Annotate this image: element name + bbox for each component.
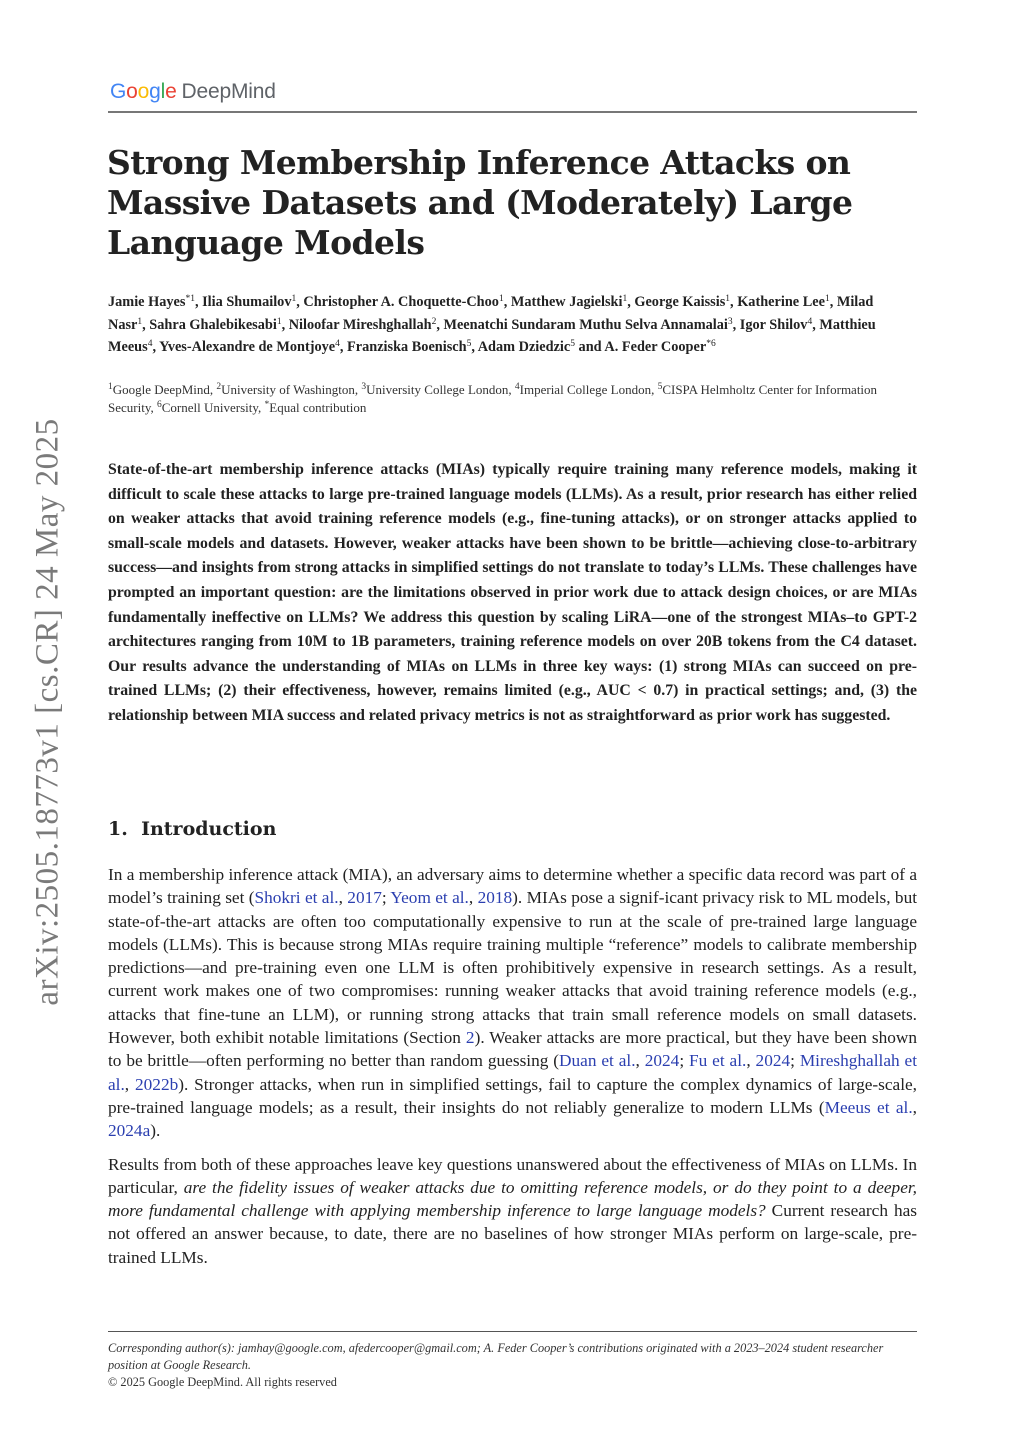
citation-link[interactable]: 2018 xyxy=(477,888,513,908)
body-text: ; xyxy=(790,1051,800,1071)
author-affiliation-marker: 5 xyxy=(466,339,472,349)
section-heading-introduction: 1. Introduction xyxy=(108,818,277,840)
author-name: Katherine Lee xyxy=(737,294,825,310)
affiliation-name: University College London xyxy=(366,382,509,397)
author-affiliation-marker: 4 xyxy=(147,339,153,349)
body-text: , xyxy=(124,1074,136,1094)
author-affiliation-marker: 3 xyxy=(727,316,733,327)
intro-paragraph-1 xyxy=(108,863,917,1143)
introduction-body xyxy=(108,863,917,1279)
author-affiliation-marker: 1 xyxy=(725,294,731,304)
author-name: Franziska Boenisch xyxy=(347,339,467,355)
author-affiliation-marker: 1 xyxy=(137,316,143,327)
body-text: , xyxy=(746,1051,756,1071)
affiliation-name: Equal contribution xyxy=(269,399,367,415)
body-text: ; xyxy=(679,1051,690,1071)
author-name: A. Feder Cooper xyxy=(604,339,707,355)
body-text: In a membership inference attack (MIA), an adversary aims to determine whether a specific data record was part of a model’s training set ( xyxy=(108,865,917,908)
body-text: Results from both of these approaches leave key questions unanswered about the effectiveness of MIAs on LLMs. In particular, xyxy=(108,1154,917,1197)
body-text: , xyxy=(338,888,348,908)
affiliation-name: CISPA Helmholtz Center for Information Security xyxy=(108,382,878,415)
affiliation-marker: 6 xyxy=(156,399,162,410)
arxiv-stamp: arXiv:2505.18773v1 [cs.CR] 24 May 2025 xyxy=(29,418,66,1006)
affiliation-marker: 5 xyxy=(657,382,663,392)
citation-link[interactable]: 2017 xyxy=(347,888,382,908)
author-affiliation-marker: 2 xyxy=(431,316,437,327)
emphasized-text: are the fidelity issues of weaker attacks due to omitting reference models, or do they point to a deeper, more fundamental challenge with applying membership inference to large language models? xyxy=(108,1177,917,1221)
author-name: Christopher A. Choquette-Choo xyxy=(303,294,499,310)
body-text: , xyxy=(468,888,478,908)
citation-link[interactable]: Duan et al. xyxy=(559,1051,636,1071)
paper-title: Strong Membership Inference Attacks on Massive Datasets and (Moderately) Large Language Models xyxy=(107,143,853,262)
affiliation-name: University of Washington xyxy=(221,382,355,397)
author-affiliation-marker: *1 xyxy=(185,294,195,304)
body-text: ; xyxy=(381,888,391,908)
copyright-notice: © 2025 Google DeepMind. All rights reserved xyxy=(108,1375,337,1390)
author-name: Igor Shilov xyxy=(739,316,808,333)
google-deepmind-logo: Google DeepMind xyxy=(110,80,276,103)
corresponding-authors: Corresponding author(s): jamhay@google.com, afedercooper@gmail.com; A. Feder Cooper’s contributions originated with a 2023–2024 student researcher position at Google Research. xyxy=(108,1341,884,1373)
author-affiliation-marker: 1 xyxy=(824,294,830,304)
author-affiliation-marker: 1 xyxy=(622,294,628,304)
author-name: Matthew Jagielski xyxy=(510,294,623,310)
header-divider xyxy=(108,111,917,113)
affiliation-marker: 3 xyxy=(361,382,367,392)
affiliation-name: Cornell University xyxy=(161,399,259,415)
author-name: Meenatchi Sundaram Muthu Selva Annamalai xyxy=(443,316,728,333)
citation-link[interactable]: 2024 xyxy=(755,1051,791,1071)
citation-link[interactable]: Mireshghallah et al. xyxy=(108,1051,918,1094)
author-name: Milad Nasr xyxy=(108,294,874,333)
affiliation-marker: * xyxy=(264,399,270,410)
citation-link[interactable]: 2024 xyxy=(644,1051,680,1071)
author-affiliation-marker: 1 xyxy=(276,316,282,327)
author-affiliation-marker: *6 xyxy=(706,339,716,349)
author-affiliation-marker: 1 xyxy=(291,294,297,304)
intro-paragraph-2 xyxy=(108,1153,917,1269)
author-name: Jamie Hayes xyxy=(108,294,186,310)
affiliations: $^1$Google DeepMind, $^2$University of Washington, $^3$University College London, $^4$Imperial College London, $^5$CISPA Helmholtz Center for Information Security, $^6$Cornell University, *Equal contribution xyxy=(108,382,878,415)
affiliation-marker: 1 xyxy=(108,382,113,392)
author-affiliation-marker: 5 xyxy=(570,339,575,349)
body-text: ). MIAs pose a signif-icant privacy risk to ML models, but state-of-the-art attacks are often too computationally expensive to run at the scale of pre-trained large language models (LLMs). This is because strong MIAs require training multiple “reference” models to calibrate membership predictions—and pre-training even one LLM is often prohibitively expensive in research settings. As a result, current work makes one of two compromises: running weaker attacks that avoid training reference models (e.g., attacks that fine-tune an LLM), or running strong attacks that train small reference models on small datasets. However, both exhibit notable limitations (Section xyxy=(108,888,918,1048)
author-affiliation-marker: 1 xyxy=(498,294,504,304)
citation-link[interactable]: Meeus et al. xyxy=(824,1097,913,1117)
body-text: Current research has not offered an answer because, to date, there are no baselines of how stronger MIAs perform on large-scale, pre-trained LLMs. xyxy=(108,1201,917,1267)
affiliation-marker: 2 xyxy=(216,382,222,392)
footnote xyxy=(108,1340,908,1392)
citation-link[interactable]: 2024a xyxy=(108,1121,151,1141)
body-text: , xyxy=(912,1097,917,1117)
author-name: George Kaissis xyxy=(634,294,726,310)
body-text: ). Weaker attacks are more practical, but they have been shown to be brittle—often performing no better than random guessing ( xyxy=(108,1028,917,1071)
body-text: ). xyxy=(150,1121,161,1141)
citation-link[interactable]: Fu et al. xyxy=(689,1051,747,1071)
author-name: Adam Dziedzic xyxy=(477,339,571,355)
author-affiliation-marker: 4 xyxy=(335,339,340,349)
body-text: ). Stronger attacks, when run in simplified settings, fail to capture the complex dynamics of large-scale, pre-trained language models; as a result, their insights do not reliably generalize to modern LLMs ( xyxy=(108,1074,917,1117)
author-name: Niloofar Mireshghallah xyxy=(288,316,432,333)
abstract: State-of-the-art membership inference attacks (MIAs) typically require training many reference models, making it difficult to scale these attacks to large pre-trained language models (LLMs). As a result, prior research has either relied on weaker attacks that avoid training reference models (e.g., fine-tuning attacks), or on stronger attacks applied to small-scale models and datasets. However, weaker attacks have been shown to be brittle—achieving close-to-arbitrary success—and insights from strong attacks in simplified settings do not translate to today’s LLMs. These challenges have prompted an important question: are the limitations observed in prior work due to attack design choices, or are MIAs fundamentally ineffective on LLMs? We address this question by scaling LiRA—one of the strongest MIAs–to GPT-2 architectures ranging from 10M to 1B parameters, training reference models on over 20B tokens from the C4 dataset. Our results advance the understanding of MIAs on LLMs in three key ways: (1) strong MIAs can succeed on pre-trained LLMs; (2) their effectiveness, however, remains limited (e.g., AUC < 0.7) in practical settings; and, (3) the relationship between MIA success and related privacy metrics is not as straightforward as prior work has suggested. xyxy=(108,461,917,724)
author-name: Ilia Shumailov xyxy=(202,294,292,310)
author-name: Matthieu Meeus xyxy=(108,316,876,355)
affiliation-name: Imperial College London xyxy=(519,382,652,397)
author-list: Jamie Hayes$^{*1}$, Ilia Shumailov$^1$, Christopher A. Choquette-Choo$^1$, Matthew Jagielski$^1$, George Kaissis$^1$, Katherine Lee$^1$, Milad Nasr$^1$, Sahra Ghalebikesabi$^1$, Niloofar Mireshghallah$^2$, Meenatchi Sundaram Muthu Selva Annamalai$^3$, Igor Shilov$^4$, Matthieu Meeus$^4$, Yves-Alexandre de Montjoye$^4$, Franziska Boenisch$^5$, Adam Dziedzic$^5$ and A. Feder Cooper$^{*6}$ xyxy=(108,294,876,355)
citation-link[interactable]: 2022b xyxy=(135,1074,179,1094)
citation-link[interactable]: Shokri et al. xyxy=(254,888,339,908)
body-text: , xyxy=(635,1051,645,1071)
affiliation-name: Google DeepMind xyxy=(112,382,210,397)
author-affiliation-marker: 4 xyxy=(807,316,813,327)
citation-link[interactable]: 2 xyxy=(465,1028,475,1048)
citation-link[interactable]: Yeom et al. xyxy=(390,888,469,908)
author-name: Sahra Ghalebikesabi xyxy=(149,316,277,333)
footnote-divider xyxy=(108,1331,917,1332)
affiliation-marker: 4 xyxy=(514,382,520,392)
author-name: Yves-Alexandre de Montjoye xyxy=(159,339,336,355)
